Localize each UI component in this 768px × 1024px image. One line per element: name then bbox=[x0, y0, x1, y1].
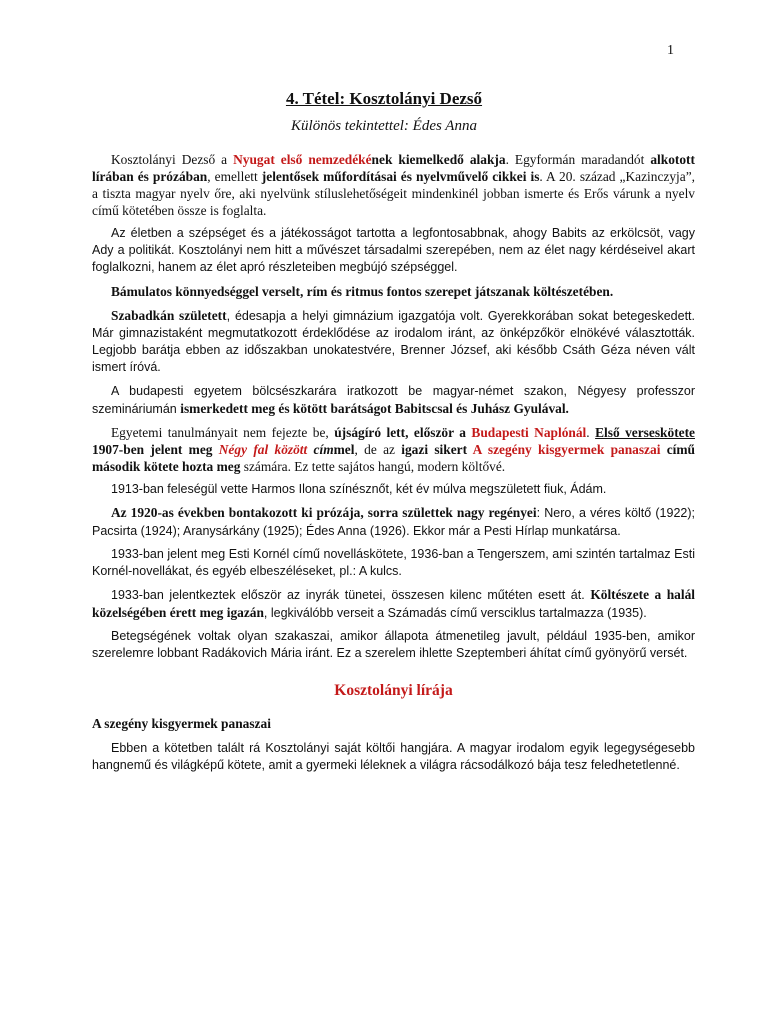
text-run: 1907-ben jelent meg bbox=[92, 442, 219, 457]
text-run: cím bbox=[307, 442, 334, 457]
paragraph-childhood bbox=[92, 307, 695, 376]
text-run: számára. Ez tette sajátos hangú, modern költővé. bbox=[240, 459, 506, 474]
text-run: : Nero, a véres költő (1922); Pacsirta (1924); Aranysárkány (1925); Édes Anna (1926). Ekkor már a Pesti Hírlap munkatársa. bbox=[92, 506, 696, 538]
text-run: Költészete a halál közelségében érett meg igazán bbox=[92, 587, 696, 620]
paragraph-versification: Bámulatos könnyedséggel verselt, rím és ritmus fontos szerepet játszanak költészetében. bbox=[111, 284, 614, 299]
paragraph-volume-description: Ebben a kötetben talált rá Kosztolányi saját költői hangjára. A magyar irodalom egyik legegységesebb hangnemű és világképű kötete, amit a gyermeki léleknek a világra rácsodálkozó bája tesz feledhetetlenné. bbox=[92, 741, 695, 772]
document-body bbox=[92, 151, 695, 780]
text-run: ismerkedett meg és kötött barátságot Babitscsal és Juhász Gyulával. bbox=[180, 401, 569, 416]
text-run: A budapesti egyetem bölcsészkarára iratkozott be magyar-német szakon, Négyesy professzor szemináriumán bbox=[92, 384, 695, 416]
document-subtitle: Különös tekintettel: Édes Anna bbox=[291, 118, 477, 134]
text-run: jelentősek műfordításai és nyelvművelő cikkei is bbox=[261, 169, 540, 184]
text-run: . Egyformán maradandót bbox=[505, 152, 651, 167]
text-run: újságíró lett, először a bbox=[334, 425, 472, 440]
text-run: Egyetemi tanulmányait nem fejezte be, bbox=[111, 425, 335, 440]
paragraph-career bbox=[92, 424, 695, 475]
text-run: Szabadkán született bbox=[111, 308, 227, 323]
highlight-budapesti-naplo: Budapesti Naplónál bbox=[471, 425, 587, 440]
highlight-szegeny-kisgyermek: A szegény kisgyermek panaszai bbox=[472, 442, 661, 457]
subheading-szegeny-kisgyermek: A szegény kisgyermek panaszai bbox=[92, 716, 271, 731]
text-run: című második kötete hozta meg bbox=[92, 442, 695, 474]
text-run: . bbox=[586, 425, 596, 440]
text-run: , legkiválóbb verseit a Számadás című versciklus tartalmazza (1935). bbox=[263, 606, 647, 620]
text-run: igazi sikert bbox=[401, 442, 473, 457]
text-run: Az 1920-as években bontakozott ki prózája, sorra születtek nagy regényei bbox=[111, 505, 537, 520]
text-run: 1933-ban jelentkeztek először az inyrák tünetei, összesen kilenc műtéten esett át. bbox=[111, 588, 591, 602]
text-run: mel bbox=[333, 442, 355, 457]
paragraph-intro bbox=[92, 151, 695, 219]
text-run: , de az bbox=[354, 442, 402, 457]
text-run: , édesapja a helyi gimnázium igazgatója volt. Gyerekkorában sokat betegeskedett. Már gimnazistaként megmutatkozott érdeklődése az irodalom iránt, az önképzőkör elnökévé választották. Legjobb barátja ebben az időszakban unokatestvére, Brenner József, aki később Csáth Géza néven vált ismert íróvá. bbox=[92, 309, 696, 374]
text-run: Első verseskötete bbox=[595, 425, 695, 440]
text-run: , emellett bbox=[207, 169, 262, 184]
highlight-negy-fal-kozott: Négy fal között bbox=[218, 442, 308, 457]
document-title: 4. Tétel: Kosztolányi Dezső bbox=[285, 89, 483, 108]
paragraph-university bbox=[92, 382, 695, 418]
paragraph-marriage: 1913-ban feleségül vette Harmos Ilona színésznőt, két év múlva megszületett fiuk, Ádám. bbox=[111, 482, 607, 496]
paragraph-novels bbox=[92, 504, 695, 540]
paragraph-illness bbox=[92, 586, 695, 622]
paragraph-esti-kornel: 1933-ban jelent meg Esti Kornél című novelláskötete, 1936-ban a Tengerszem, ami szintén tartalmaz Esti Kornél-novellákat, és egyéb elbeszéléseket, pl.: A kulcs. bbox=[92, 547, 695, 578]
paragraph-aesthetics: Az életben a szépséget és a játékosságot tartotta a legfontosabbnak, ahogy Babits az erkölcsöt, vagy Ady a politikát. Kosztolányi nem hitt a művészet társadalmi szerepében, nem az élet nagy kérdéseivel akart foglalkozni, hanem az élet apró részleteiben megbújó szépséggel. bbox=[92, 226, 695, 274]
section-heading-lyrics: Kosztolányi lírája bbox=[334, 682, 453, 699]
text-run: alkotott lírában és prózában bbox=[92, 152, 695, 184]
text-run: . A 20. század „Kazinczyja”, a tiszta magyar nyelv őre, aki nyelvünk stíluslehetőségeit mindenkinél jobban ismerte és Erős várunk a nyelv című kötetében össze is foglalta. bbox=[92, 169, 695, 218]
text-run: Kosztolányi Dezső a bbox=[111, 152, 234, 167]
text-run: nek kiemelkedő alakja bbox=[371, 152, 506, 167]
page-number: 1 bbox=[667, 43, 674, 58]
highlight-nyugat: Nyugat első nemzedéké bbox=[233, 152, 372, 167]
paragraph-love: Betegségének voltak olyan szakaszai, amikor állapota átmenetileg javult, például 1935-ben, amikor szerelemre lobbant Radákovich Mária iránt. Ez a szerelem ihlette Szeptemberi áhítat című gyönyörű versét. bbox=[92, 629, 695, 660]
